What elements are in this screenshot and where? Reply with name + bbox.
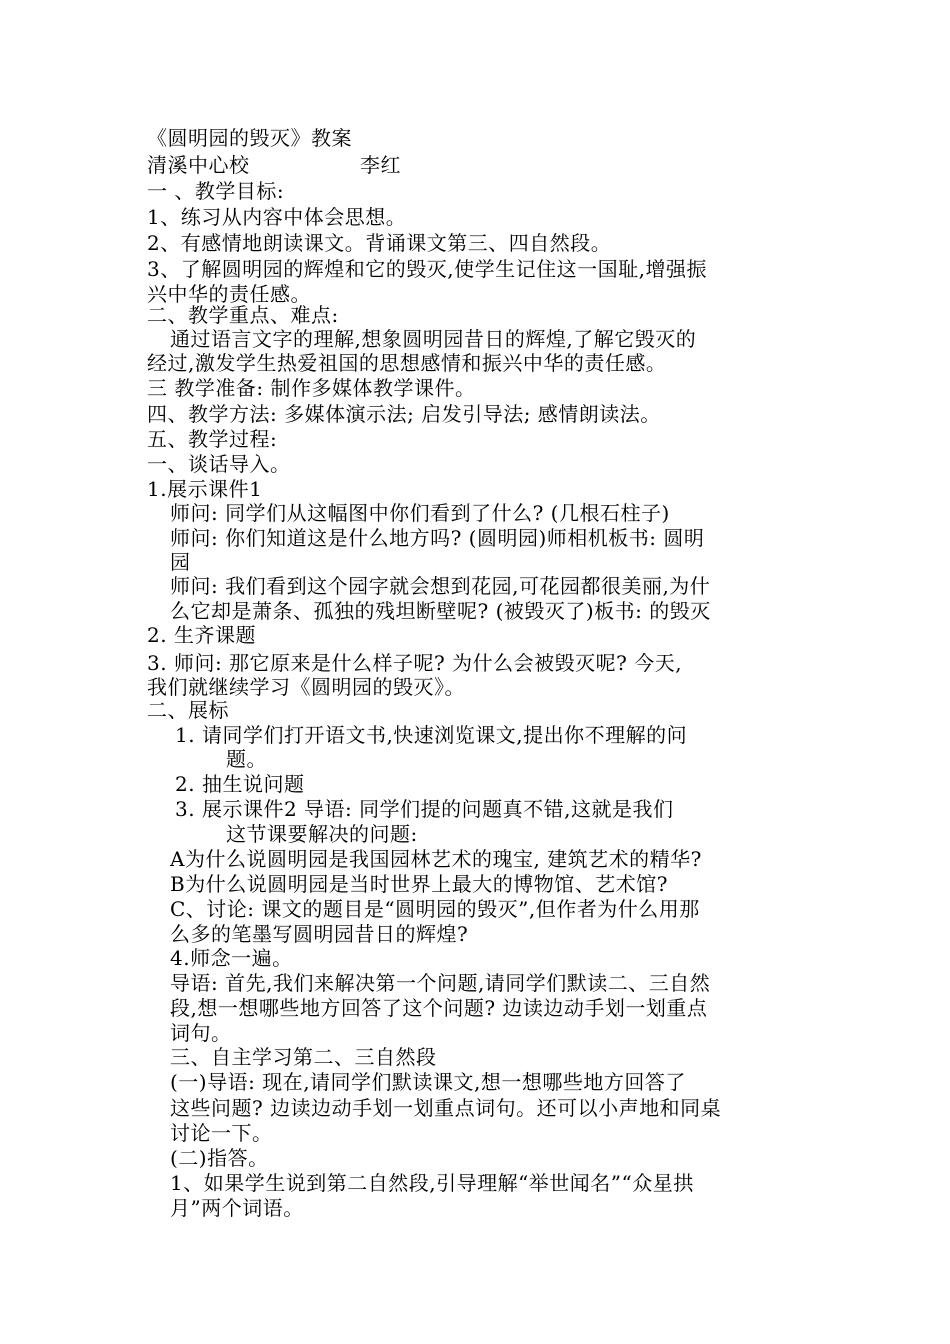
text-line: 月”两个词语。 [170, 1196, 304, 1220]
text-line: 1、如果学生说到第二自然段,引导理解“举世闻名”“众星拱 [170, 1171, 694, 1195]
text-line: 么它却是萧条、孤独的残坦断壁呢? (被毁灭了)板书: 的毁灭 [170, 599, 711, 623]
list-item-continuation: 这节课要解决的问题: [226, 822, 418, 846]
text-line: 2. 生齐课题 [147, 623, 256, 647]
text-line: 兴中华的责任感。 [147, 282, 311, 306]
section-heading: 五、教学过程: [147, 427, 278, 451]
school-name: 清溪中心校 [147, 153, 250, 177]
text-line: (一)导语: 现在,请同学们默读课文,想一想哪些地方回答了 [170, 1070, 686, 1094]
section-heading: 一、谈话导入。 [147, 452, 291, 476]
section-heading: 四、教学方法: 多媒体演示法; 启发引导法; 感情朗读法。 [147, 402, 661, 426]
text-line: 经过,激发学生热爱祖国的思想感情和振兴中华的责任感。 [147, 351, 667, 375]
text-line: 这些问题? 边读边动手划一划重点词句。还可以小声地和同桌 [170, 1096, 722, 1120]
text-line: 段,想一想哪些地方回答了这个问题? 边读边动手划一划重点 [170, 996, 708, 1020]
text-line: 2、有感情地朗读课文。背诵课文第三、四自然段。 [147, 231, 612, 255]
text-line: 师问: 你们知道这是什么地方吗? (圆明园)师相机板书: 圆明 [170, 526, 705, 550]
text-line: 师问: 同学们从这幅图中你们看到了什么? (几根石柱子) [170, 501, 670, 525]
list-item: 3. 展示课件2 导语: 同学们提的问题真不错,这就是我们 [175, 797, 674, 821]
text-line: 1.展示课件1 [147, 477, 263, 501]
text-line: A为什么说圆明园是我国园林艺术的瑰宝, 建筑艺术的精华? [170, 847, 702, 871]
text-line: 通过语言文字的理解,想象圆明园昔日的辉煌,了解它毁灭的 [170, 327, 697, 351]
list-item: 1. 请同学们打开语文书,快速浏览课文,提出你不理解的问 [175, 723, 688, 747]
list-item-continuation: 题。 [226, 747, 267, 771]
section-heading: 三 教学准备: 制作多媒体教学课件。 [147, 376, 476, 400]
text-line: 3. 师问: 那它原来是什么样子呢? 为什么会被毁灭呢? 今天, [147, 651, 683, 675]
text-line: 导语: 首先,我们来解决第一个问题,请同学们默读二、三自然 [170, 971, 711, 995]
document-title: 《圆明园的毁灭》教案 [147, 126, 352, 150]
author-name: 李红 [360, 153, 401, 177]
section-heading: 一 、教学目标: [147, 179, 285, 203]
text-line: 3、了解圆明园的辉煌和它的毁灭,使学生记住这一国耻,增强振 [147, 257, 707, 281]
text-line: (二)指答。 [170, 1146, 269, 1170]
text-line: 1、练习从内容中体会思想。 [147, 205, 407, 229]
text-line: B为什么说圆明园是当时世界上最大的博物馆、艺术馆? [170, 872, 668, 896]
text-line: C、讨论: 课文的题目是“圆明园的毁灭”,但作者为什么用那 [170, 897, 700, 921]
text-line: 么多的笔墨写圆明园昔日的辉煌? [170, 922, 469, 946]
section-heading: 二、展标 [147, 698, 229, 722]
list-item: 2. 抽生说问题 [175, 772, 305, 796]
section-heading: 三、自主学习第二、三自然段 [170, 1045, 437, 1069]
text-line: 园 [170, 550, 191, 574]
section-heading: 二、教学重点、难点: [147, 303, 339, 327]
text-line: 师问: 我们看到这个园字就会想到花园,可花园都很美丽,为什 [170, 574, 711, 598]
text-line: 词句。 [170, 1021, 232, 1045]
text-line: 我们就继续学习《圆明园的毁灭》。 [147, 675, 465, 699]
text-line: 讨论一下。 [170, 1121, 273, 1145]
text-line: 4.师念一遍。 [170, 946, 293, 970]
